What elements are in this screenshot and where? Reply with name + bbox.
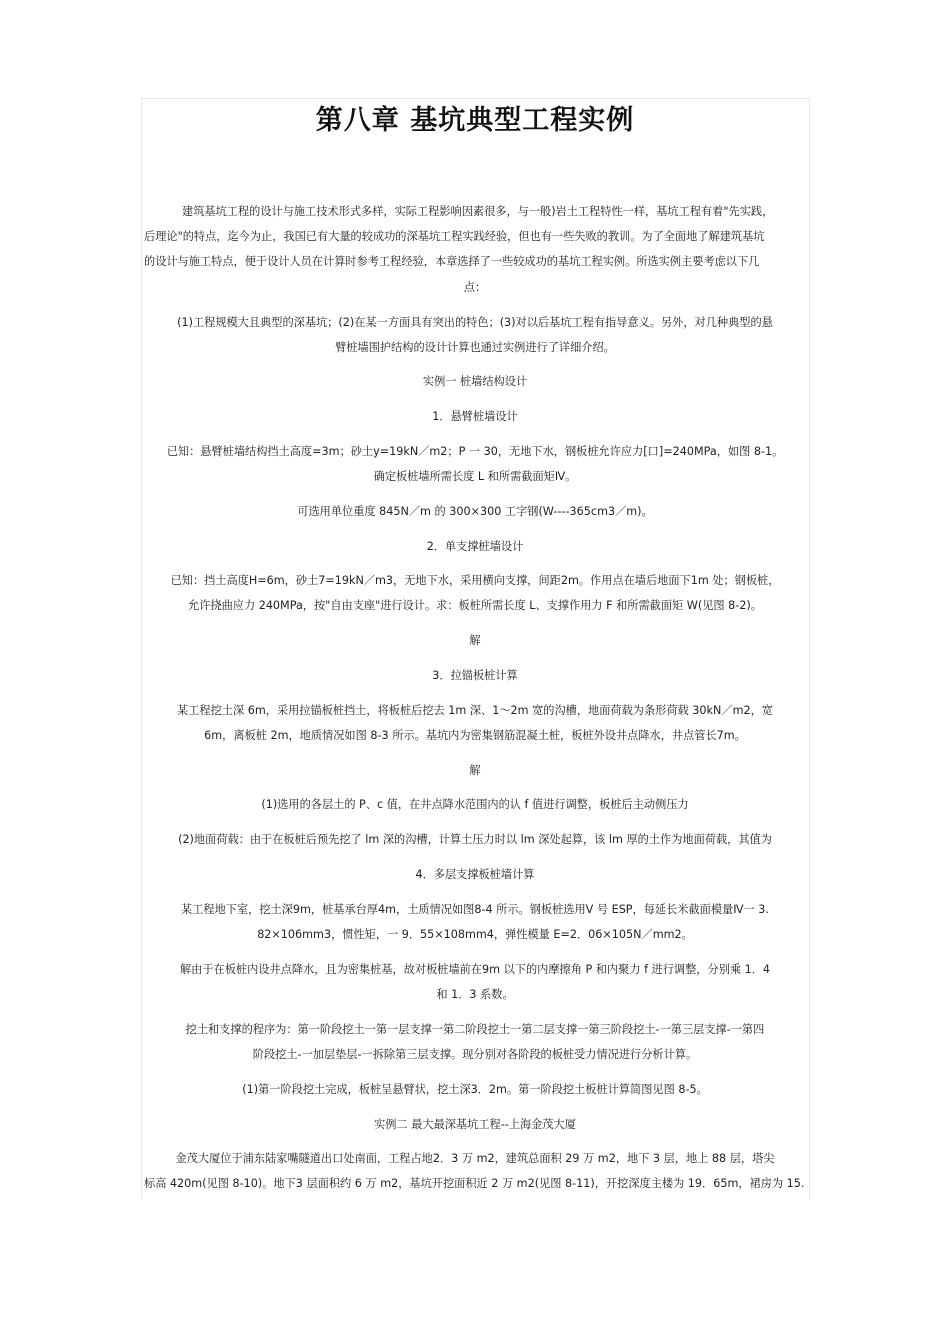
section2-heading: 2．单支撑桩墙设计 — [426, 540, 524, 553]
intro-line-4: 点： — [463, 281, 487, 294]
intro-line-2: 后理论"的特点，迄今为止，我国已有大量的较成功的深基坑工程实践经验，但也有一些失败的教训。为了全面地了解建筑基坑 — [144, 230, 765, 243]
section1-para1-line2: 确定板桩墙所需长度 L 和所需截面矩Ⅳ。 — [373, 470, 577, 483]
example2-heading: 实例二 最大最深基坑工程--上海金茂大厦 — [374, 1118, 576, 1131]
section3-para2: (1)选用的各层土的 P、c 值，在井点降水范围内的认 f 值进行调整，板桩后主动侧压力 — [261, 798, 689, 811]
section3-para3: (2)地面荷载：由于在板桩后预先挖了 lm 深的沟槽，计算土压力时以 lm 深处起算，该 lm 厚的土作为地面荷载，其值为 — [178, 833, 772, 846]
section3-solution: 解 — [469, 764, 481, 777]
section4-para4: (1)第一阶段挖土完成，板桩呈悬臂状，挖土深3．2m。第一阶段挖土板桩计算简图见图 8-5。 — [242, 1083, 708, 1096]
section1-para2: 可选用单位重度 845N／m 的 300×300 工字钢(W----365cm3／m)。 — [297, 505, 653, 518]
intro-line-1: 建筑基坑工程的设计与施工技术形式多样，实际工程影响因素很多，与一般)岩土工程特性一样，基坑工程有着"先实践， — [182, 205, 774, 218]
section4-para1-line1: 某工程地下室，挖土深9m，桩基承台厚4m，土质情况如图8-4 所示。钢板桩选用V 号 ESP，每延长米截面模量Ⅳ一 3. — [181, 903, 769, 916]
criteria-line-1: (1)工程规模大且典型的深基坑；(2)在某一方面具有突出的特色；(3)对以后基坑工程有指导意义。另外，对几种典型的悬 — [177, 316, 773, 329]
section3-heading: 3．拉锚板桩计算 — [432, 669, 518, 682]
section2-para1-line1: 已知：挡土高度H=6m，砂土7=19kN／m3，无地下水，采用横向支撑，间距2m。作用点在墙后地面下1m 处；钢板桩， — [170, 574, 780, 587]
section4-para1-line2: 82×106mm3，惯性矩，一 9．55×108mm4，弹性模量 E=2．06×105N／mm2。 — [257, 928, 693, 941]
example2-para1-line1: 金茂大厦位于浦东陆家嘴隧道出口处南面，工程占地2．3 万 m2，建筑总面积 29 万 m2，地下 3 层，地上 88 层，塔尖 — [175, 1152, 775, 1165]
criteria-line-2: 臂桩墙围护结构的设计计算也通过实例进行了详细介绍。 — [335, 341, 615, 354]
section4-para2-line1: 解由于在板桩内设井点降水，且为密集桩基，故对板桩墙前在9m 以下的内摩擦角 P 和内聚力 f 进行调整，分别乘 1．4 — [179, 963, 771, 976]
example2-para1-line2: 标高 420m(见图 8-10)。地下3 层面积约 6 万 m2，基坑开挖面积近 2 万 m2(见图 8-11)，开挖深度主楼为 19．65m，裙房为 15. — [144, 1177, 805, 1190]
section4-para3-line1: 挖土和支撑的程序为：第一阶段挖土一第一层支撑一第二阶段挖土一第二层支撑一第三阶段挖土-一第三层支撑-一第四 — [185, 1023, 765, 1036]
intro-line-3: 的设计与施工特点，便于设计人员在计算时参考工程经验，本章选择了一些较成功的基坑工程实例。所选实例主要考虑以下几 — [144, 255, 760, 268]
example1-heading: 实例一 桩墙结构设计 — [422, 375, 528, 388]
section2-para1-line2: 允许挠曲应力 240MPa，按"自由支座"进行设计。求：板桩所需长度 L、支撑作用力 F 和所需截面矩 W(见图 8-2)。 — [188, 599, 762, 612]
section2-solution: 解 — [469, 634, 481, 647]
section4-heading: 4．多层支撑板桩墙计算 — [415, 868, 535, 881]
section4-para3-line2: 阶段挖土-一加层垫层-一拆除第三层支撑。现分别对各阶段的板桩受力情况进行分析计算。 — [252, 1048, 698, 1061]
section4-para2-line2: 和 1．3 系数。 — [436, 988, 514, 1001]
section1-heading: 1．悬臂桩墙设计 — [432, 410, 518, 423]
section1-para1-line1: 已知：悬臂桩墙结构挡土高度=3m；砂土y=19kN／m2；P 一 30，无地下水，钢板桩允许应力[口]=240MPa，如图 8-1。 — [166, 445, 784, 458]
section3-para1-line2: 6m，离板桩 2m，地质情况如图 8-3 所示。基坑内为密集钢筋混凝土桩，板桩外设井点降水，井点管长7m。 — [204, 729, 746, 742]
page-title: 第八章 基坑典型工程实例 — [315, 105, 635, 136]
section3-para1-line1: 某工程挖土深 6m，采用拉锚板桩挡土，将板桩后挖去 1m 深、1～2m 宽的沟槽，地面荷载为条形荷载 30kN／m2，宽 — [177, 704, 773, 717]
